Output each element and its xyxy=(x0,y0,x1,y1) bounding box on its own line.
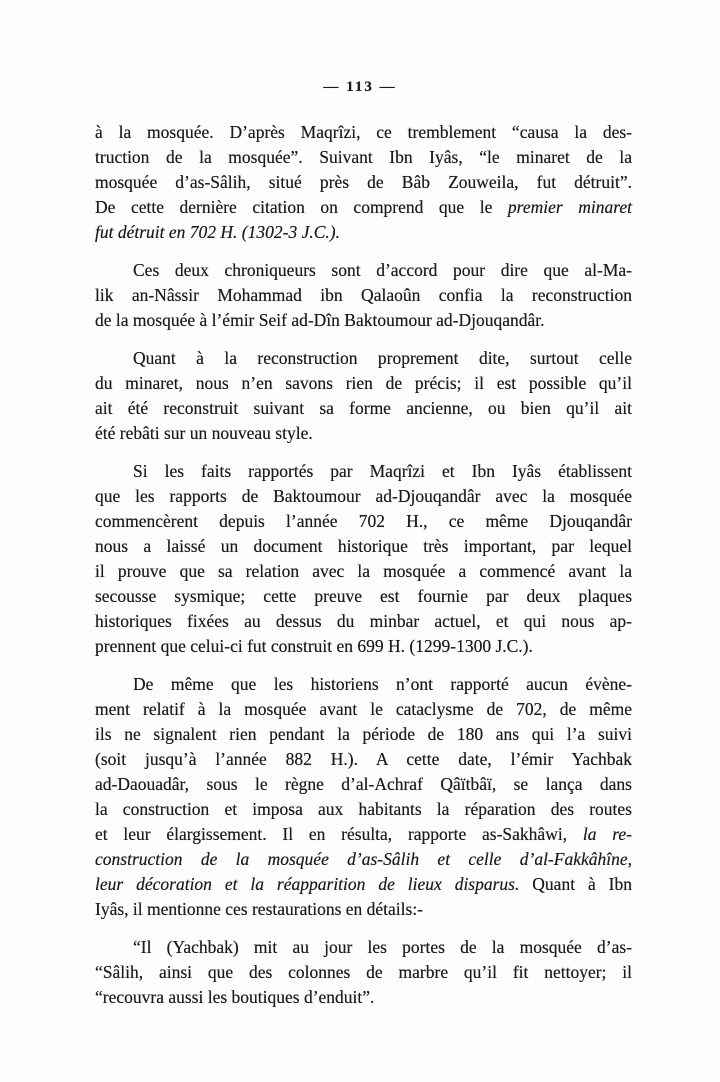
paragraph xyxy=(95,346,632,446)
text-line: la construction et imposa aux habitants la réparation des routes xyxy=(95,799,632,819)
paragraph xyxy=(95,258,632,333)
text-line: ment relatif à la mosquée avant le cataclysme de 702, de même xyxy=(95,699,632,719)
paragraph xyxy=(95,935,632,1010)
text-line: ils ne signalent rien pendant la période de 180 ans qui l’a suivi xyxy=(95,724,632,744)
page-number: — 113 — xyxy=(323,79,397,95)
text-line: prennent que celui-ci fut construit en 699 H. (1299-1300 J.C.). xyxy=(95,636,533,656)
text-line: “recouvra aussi les boutiques d’enduit”. xyxy=(95,987,375,1007)
text-line: construction de la mosquée d’as-Sâlih et celle d’al-Fakkâhîne, xyxy=(95,849,632,869)
text-line: Ces deux chroniqueurs sont d’accord pour dire que al-Ma- xyxy=(133,260,632,280)
text-line: mosquée d’as-Sâlih, situé près de Bâb Zouweila, fut détruit”. xyxy=(95,172,632,192)
text-line: lik an-Nâssir Mohammad ibn Qalaoûn confia la reconstruction xyxy=(95,285,632,305)
text-line: été rebâti sur un nouveau style. xyxy=(95,423,313,443)
text-line: leur décoration et la réapparition de lieux disparus. Quant à Ibn xyxy=(95,874,632,894)
text-line: fut détruit en 702 H. (1302-3 J.C.). xyxy=(95,222,340,242)
text-line: Iyâs, il mentionne ces restaurations en détails:- xyxy=(95,899,424,919)
paragraph xyxy=(95,120,632,245)
text-line: historiques fixées au dessus du minbar actuel, et qui nous ap- xyxy=(95,611,632,631)
text-line: de la mosquée à l’émir Seif ad-Dîn Baktoumour ad-Djouqandâr. xyxy=(95,310,545,330)
text-line: “Il (Yachbak) mit au jour les portes de la mosquée d’as- xyxy=(133,937,632,957)
text-line: (soit jusqu’à l’année 882 H.). A cette date, l’émir Yachbak xyxy=(95,749,632,769)
text-line: ad-Daouadâr, sous le règne d’al-Achraf Qâïtbâï, se lança dans xyxy=(95,774,632,794)
text-line: commencèrent depuis l’année 702 H., ce même Djouqandâr xyxy=(95,511,632,531)
text-line: Si les faits rapportés par Maqrîzi et Ibn Iyâs établissent xyxy=(133,461,632,481)
text-block xyxy=(95,120,632,1010)
text-line: nous a laissé un document historique très important, par lequel xyxy=(95,536,632,556)
text-line: que les rapports de Baktoumour ad-Djouqandâr avec la mosquée xyxy=(95,486,632,506)
paragraph xyxy=(95,672,632,922)
text-line: De même que les historiens n’ont rapporté aucun évène- xyxy=(133,674,632,694)
text-line: à la mosquée. D’après Maqrîzi, ce tremblement “causa la des- xyxy=(95,122,632,142)
text-line: De cette dernière citation on comprend que le premier minaret xyxy=(95,197,633,217)
text-line: il prouve que sa relation avec la mosquée a commencé avant la xyxy=(95,561,632,581)
text-line: et leur élargissement. Il en résulta, rapporte as-Sakhâwi, la re- xyxy=(95,824,632,844)
text-line: “Sâlih, ainsi que des colonnes de marbre qu’il fit nettoyer; il xyxy=(95,962,632,982)
text-line: ait été reconstruit suivant sa forme ancienne, ou bien qu’il ait xyxy=(95,398,632,418)
text-line: Quant à la reconstruction proprement dite, surtout celle xyxy=(133,348,632,368)
paragraph xyxy=(95,459,632,659)
text-line: du minaret, nous n’en savons rien de précis; il est possible qu’il xyxy=(95,373,632,393)
text-line: truction de la mosquée”. Suivant Ibn Iyâs, “le minaret de la xyxy=(95,147,632,167)
text-line: secousse sysmique; cette preuve est fournie par deux plaques xyxy=(95,586,632,606)
